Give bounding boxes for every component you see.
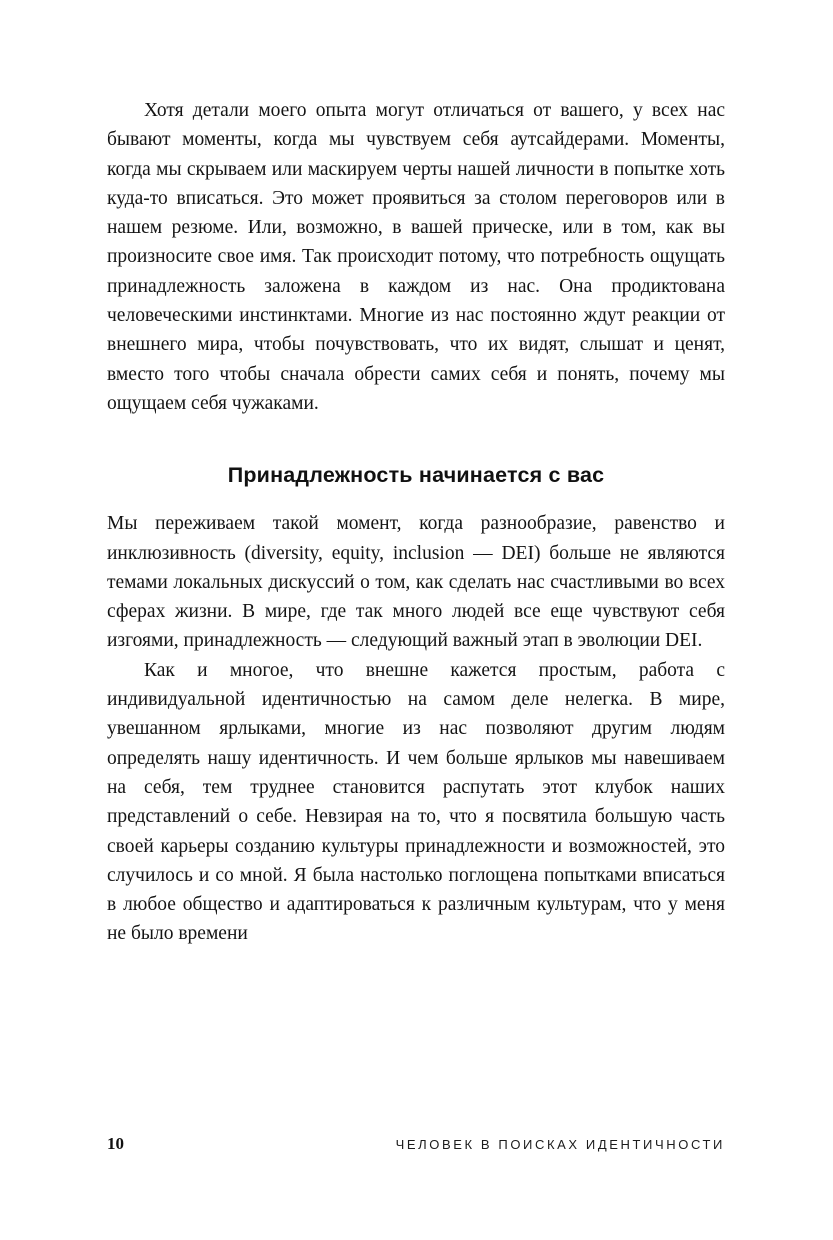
- paragraph-intro: Хотя детали моего опыта могут отличаться от вашего, у всех нас бывают моменты, когда мы чувствуем себя аутсайдерами. Моменты, когда мы скрываем или маскируем черты нашей личности в попытке хоть куда-то вписаться. Это может проявиться за столом переговоров или в нашем резюме. Или, возможно, в вашей прическе, или в том, как вы произносите свое имя. Так происходит потому, что потребность ощущать принадлежность заложена в каждом из нас. Она продиктована человеческими инстинктами. Многие из нас постоянно ждут реакции от внешнего мира, чтобы почувствовать, что их видят, слышат и ценят, вместо того чтобы сначала обрести самих себя и понять, почему мы ощущаем себя чужаками.: [107, 100, 725, 414]
- page-number: 10: [107, 1134, 124, 1153]
- paragraph-belonging: Мы переживаем такой момент, когда разнообразие, равенство и инклюзивность (diversity, equity, inclusion — DEI) больше не являются темами локальных дискуссий о том, как сделать нас счастливыми во всех сферах жизни. В мире, где так много людей все еще чувствуют себя изгоями, принадлежность — следующий важный этап в эволюции DEI.: [107, 513, 725, 652]
- running-title: ЧЕЛОВЕК В ПОИСКАХ ИДЕНТИЧНОСТИ: [395, 1137, 725, 1152]
- section-heading: Принадлежность начинается с вас: [227, 463, 605, 488]
- page-footer: [107, 1134, 725, 1154]
- page-text-block: [107, 96, 725, 949]
- paragraph-identity: Как и многое, что внешне кажется простым, работа с индивидуальной идентичностью на самом деле нелегка. В мире, увешанном ярлыками, многие из нас позволяют другим людям определять нашу идентичность. И чем больше ярлыков мы навешиваем на себя, тем труднее становится распутать этот клубок наших представлений о себе. Невзирая на то, что я посвятила большую часть своей карьеры созданию культуры принадлежности и возможностей, это случилось и со мной. Я была настолько поглощена попытками вписаться в любое общество и адаптироваться к различным культурам, что у меня не было времени: [107, 659, 725, 945]
